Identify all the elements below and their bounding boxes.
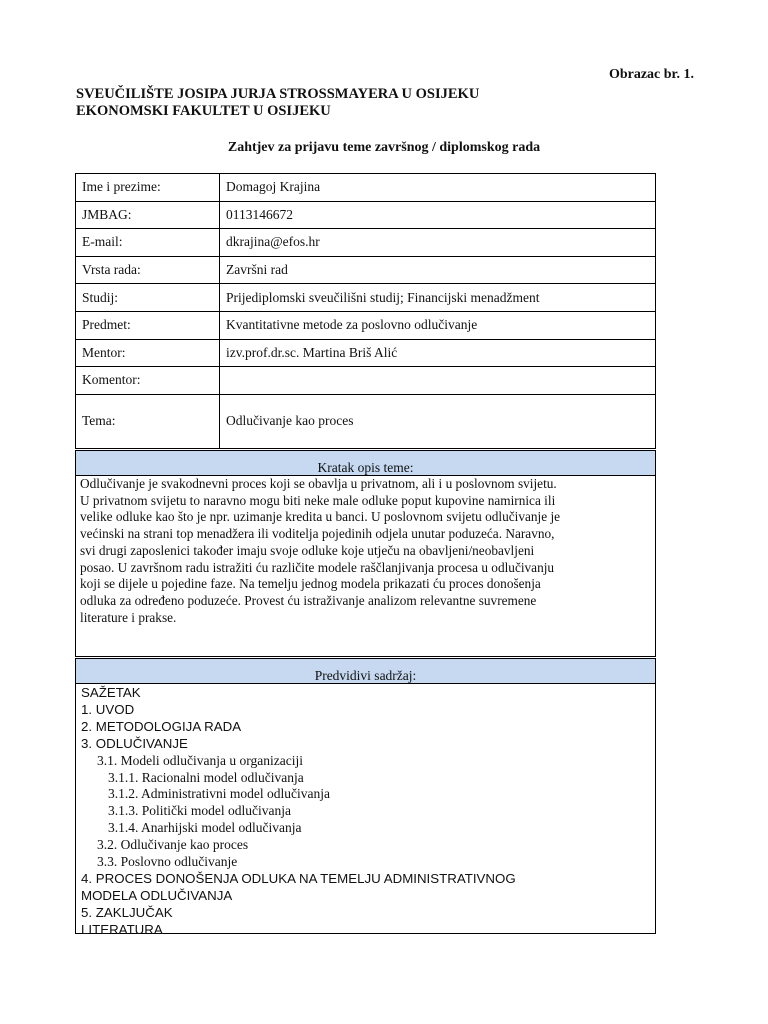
field-label: Tema: — [76, 394, 220, 448]
contents-heading: Predvidivi sadržaj: — [75, 658, 656, 684]
table-row — [76, 256, 656, 284]
field-value — [220, 367, 656, 395]
field-value: 0113146672 — [220, 201, 656, 229]
field-value: izv.prof.dr.sc. Martina Briš Alić — [220, 339, 656, 367]
field-label: Komentor: — [76, 367, 220, 395]
toc-item: 2. METODOLOGIJA RADA — [81, 718, 242, 734]
field-label: JMBAG: — [76, 201, 220, 229]
toc-item: MODELA ODLUČIVANJA — [81, 887, 233, 903]
toc-item: 4. PROCES DONOŠENJA ODLUKA NA TEMELJU ADMINISTRATIVNOG — [81, 870, 516, 886]
field-value: Odlučivanje kao proces — [220, 394, 656, 448]
toc-item: 1. UVOD — [81, 701, 135, 717]
field-label: Mentor: — [76, 339, 220, 367]
contents-box — [75, 683, 656, 937]
description-line: posao. U završnom radu istražiti ću različite modele raščlanjivanja procesa u odlučivanju — [80, 559, 555, 575]
field-value: Prijediplomski sveučilišni studij; Financijski menadžment — [220, 284, 656, 312]
toc-item: 3.1.1. Racionalni model odlučivanja — [108, 769, 304, 785]
form-number: Obrazac br. 1. — [608, 67, 694, 82]
university-name: SVEUČILIŠTE JOSIPA JURJA STROSSMAYERA U OSIJEKU — [76, 86, 480, 102]
field-value: Završni rad — [220, 256, 656, 284]
description-heading: Kratak opis teme: — [75, 450, 656, 476]
institution-header — [76, 86, 479, 120]
toc-item: 3.2. Odlučivanje kao proces — [97, 837, 249, 853]
toc-item: LITERATURA — [81, 921, 163, 937]
table-row — [76, 367, 656, 395]
table-row — [76, 311, 656, 339]
table-row — [76, 284, 656, 312]
description-line: većinski na strani top menadžera ili voditelja pojedinih odjela unutar poduzeća. Naravno, — [80, 526, 555, 542]
description-text — [76, 475, 655, 626]
description-line: Odlučivanje je svakodnevni proces koji se obavlja u privatnom, ali i u poslovnom svijetu. — [80, 476, 557, 491]
faculty-name: EKONOMSKI FAKULTET U OSIJEKU — [76, 103, 331, 119]
toc-item: 3.1. Modeli odlučivanja u organizaciji — [97, 752, 303, 768]
description-line: literature i prakse. — [80, 609, 177, 625]
description-line: velike odluke kao što je npr. uzimanje kredita u banci. U poslovnom svijetu odlučivanje je — [80, 509, 561, 525]
toc-item: 3.3. Poslovno odlučivanje — [97, 854, 238, 870]
toc-item: 3.1.2. Administrativni model odlučivanja — [108, 786, 330, 802]
toc-item: SAŽETAK — [81, 685, 141, 700]
toc-item: 3.1.4. Anarhijski model odlučivanja — [108, 820, 302, 836]
document-title: Zahtjev za prijavu teme završnog / diplomskog rada — [227, 140, 541, 155]
description-line: U privatnom svijetu to naravno mogu biti neke male odluke poput kupovine namirnica ili — [80, 492, 556, 508]
toc-item: 3.1.3. Politički model odlučivanja — [108, 803, 291, 819]
description-box — [75, 475, 656, 657]
table-row — [76, 229, 656, 257]
description-line: odluka za određeno poduzeće. Provest ću istraživanje analizom relevantne suvremene — [80, 592, 537, 608]
table-of-contents — [76, 683, 655, 939]
toc-item: 5. ZAKLJUČAK — [81, 904, 173, 920]
table-row — [76, 174, 656, 202]
field-label: Vrsta rada: — [76, 256, 220, 284]
field-label: Studij: — [76, 284, 220, 312]
field-value: Kvantitativne metode za poslovno odlučivanje — [220, 311, 656, 339]
field-value: dkrajina@efos.hr — [220, 229, 656, 257]
field-label: E-mail: — [76, 229, 220, 257]
field-value: Domagoj Krajina — [220, 174, 656, 202]
table-row — [76, 201, 656, 229]
description-line: koji se dijele u pojedine faze. Na temelju jednog modela prikazati ću proces donošenja — [80, 576, 541, 592]
table-row — [76, 339, 656, 367]
toc-item: 3. ODLUČIVANJE — [81, 735, 188, 751]
table-row — [76, 394, 656, 448]
field-label: Ime i prezime: — [76, 174, 220, 202]
description-line: svi drugi zaposlenici također imaju svoje odluke koje utječu na obavljeni/neobavljeni — [80, 542, 535, 558]
student-info-table — [75, 173, 656, 449]
field-label: Predmet: — [76, 311, 220, 339]
